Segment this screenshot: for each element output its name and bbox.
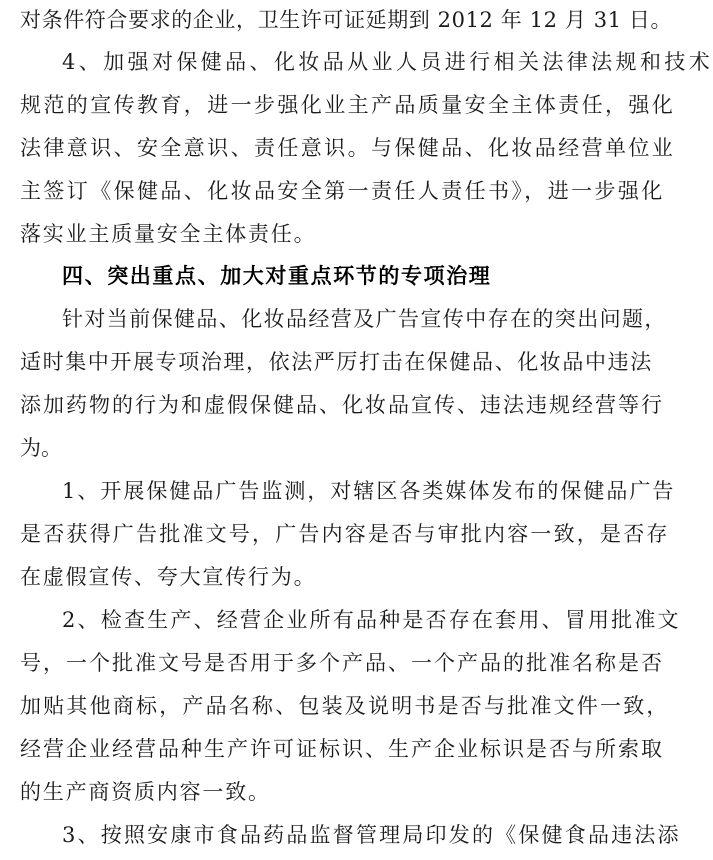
text-line-18: 经营企业经营品种生产许可证标识、生产企业标识是否与所索取 [20, 737, 664, 761]
text-line-12: 1、开展保健品广告监测，对辖区各类媒体发布的保健品广告 [62, 479, 676, 503]
text-line-13: 是否获得广告批准文号，广告内容是否与审批内容一致，是否存 [20, 522, 670, 546]
text-line-10: 添加药物的行为和虚假保健品、化妆品宣传、违法违规经营等行 [20, 393, 664, 417]
text-line-3: 规范的宣传教育，进一步强化业主产品质量安全主体责任，强化 [20, 93, 676, 117]
text-line-19: 的生产商资质内容一致。 [20, 780, 271, 804]
text-line-1: 对条件符合要求的企业，卫生许可证延期到 2012 年 12 月 31 日。 [20, 8, 673, 32]
text-line-16: 号，一个批准文号是否用于多个产品、一个产品的批准名称是否 [20, 651, 664, 675]
text-line-15: 2、检查生产、经营企业所有品种是否存在套用、冒用批准文 [62, 608, 681, 632]
text-line-11: 为。 [20, 436, 62, 460]
text-line-4: 法律意识、安全意识、责任意识。与保健品、化妆品经营单位业 [20, 136, 676, 160]
text-line-8: 针对当前保健品、化妆品经营及广告宣传中存在的突出问题， [62, 307, 667, 331]
text-line-9: 适时集中开展专项治理，依法严厉打击在保健品、化妆品中违法 [20, 350, 653, 374]
text-line-17: 加贴其他商标，产品名称、包装及说明书是否与批准文件一致， [20, 694, 670, 718]
text-line-2: 4、加强对保健品、化妆品从业人员进行相关法律法规和技术 [62, 50, 713, 74]
text-line-6: 落实业主质量安全主体责任。 [20, 222, 317, 246]
text-line-14: 在虚假宣传、夸大宣传行为。 [20, 565, 317, 589]
section-heading: 四、突出重点、加大对重点环节的专项治理 [62, 264, 492, 288]
text-line-5: 主签订《保健品、化妆品安全第一责任人责任书》，进一步强化 [20, 179, 665, 203]
text-line-20: 3、按照安康市食品药品监督管理局印发的《保健食品违法添 [62, 823, 681, 847]
